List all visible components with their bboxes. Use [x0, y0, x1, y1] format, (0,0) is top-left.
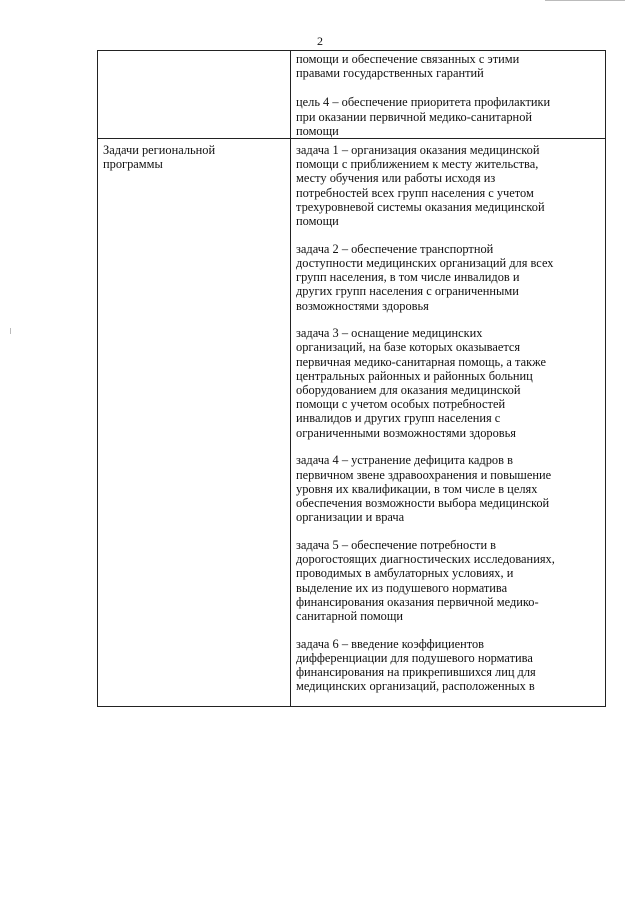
task-4-text: задача 4 – устранение дефицита кадров в первичном звене здравоохранения и повышение уровня их квалификации, в том числе в целях обеспечения возможности выбора медицинской организации и врача — [296, 453, 552, 525]
task-1-text: задача 1 – организация оказания медицинской помощи с приближением к месту жительства, месту обучения или работы исходя из потребностей всех групп населения с учетом трехуровневой системы оказания медицинской помощи — [296, 143, 545, 229]
program-table — [97, 50, 606, 707]
page-number: 2 — [317, 34, 323, 48]
table-cell-tasks-label — [98, 139, 291, 707]
goal-4-text: цель 4 – обеспечение приоритета профилактики при оказании первичной медико-санитарной помощи — [296, 95, 551, 138]
scan-artifact-top-right — [545, 0, 625, 1]
task-5-text: задача 5 – обеспечение потребности в дорогостоящих диагностических исследованиях, проводимых в амбулаторных условиях, и выделение их из подушевого норматива финансирования оказания первичной медико- санитарной помощи — [296, 537, 555, 623]
task-6-text: задача 6 – введение коэффициентов дифференциации для подушевого норматива финансирования на прикрепившихся лиц для медицинских организаций, расположенных в — [296, 636, 536, 694]
table-cell-tasks — [291, 139, 606, 707]
task-2-text: задача 2 – обеспечение транспортной доступности медицинских организаций для всех групп населения, в том числе инвалидов и других групп населения с ограниченными возможностями здоровья — [296, 241, 554, 313]
task-3-text: задача 3 – оснащение медицинских организаций, на базе которых оказывается первичная медико-санитарная помощь, а также центральных районных и районных больниц оборудованием для оказания медицинской помощи с учетом особых потребностей инвалидов и других групп населения с ограниченными возможностями здоровья — [296, 326, 546, 440]
table-row-tasks — [98, 139, 606, 707]
goal-continuation-text: помощи и обеспечение связанных с этими правами государственных гарантий — [296, 52, 520, 81]
table-cell-empty-label — [98, 51, 291, 139]
scan-artifact-left-edge — [10, 328, 11, 334]
table-cell-goals — [291, 51, 606, 139]
table-row-goal-continuation — [98, 51, 606, 139]
tasks-label: Задачи региональной программы — [103, 143, 216, 172]
